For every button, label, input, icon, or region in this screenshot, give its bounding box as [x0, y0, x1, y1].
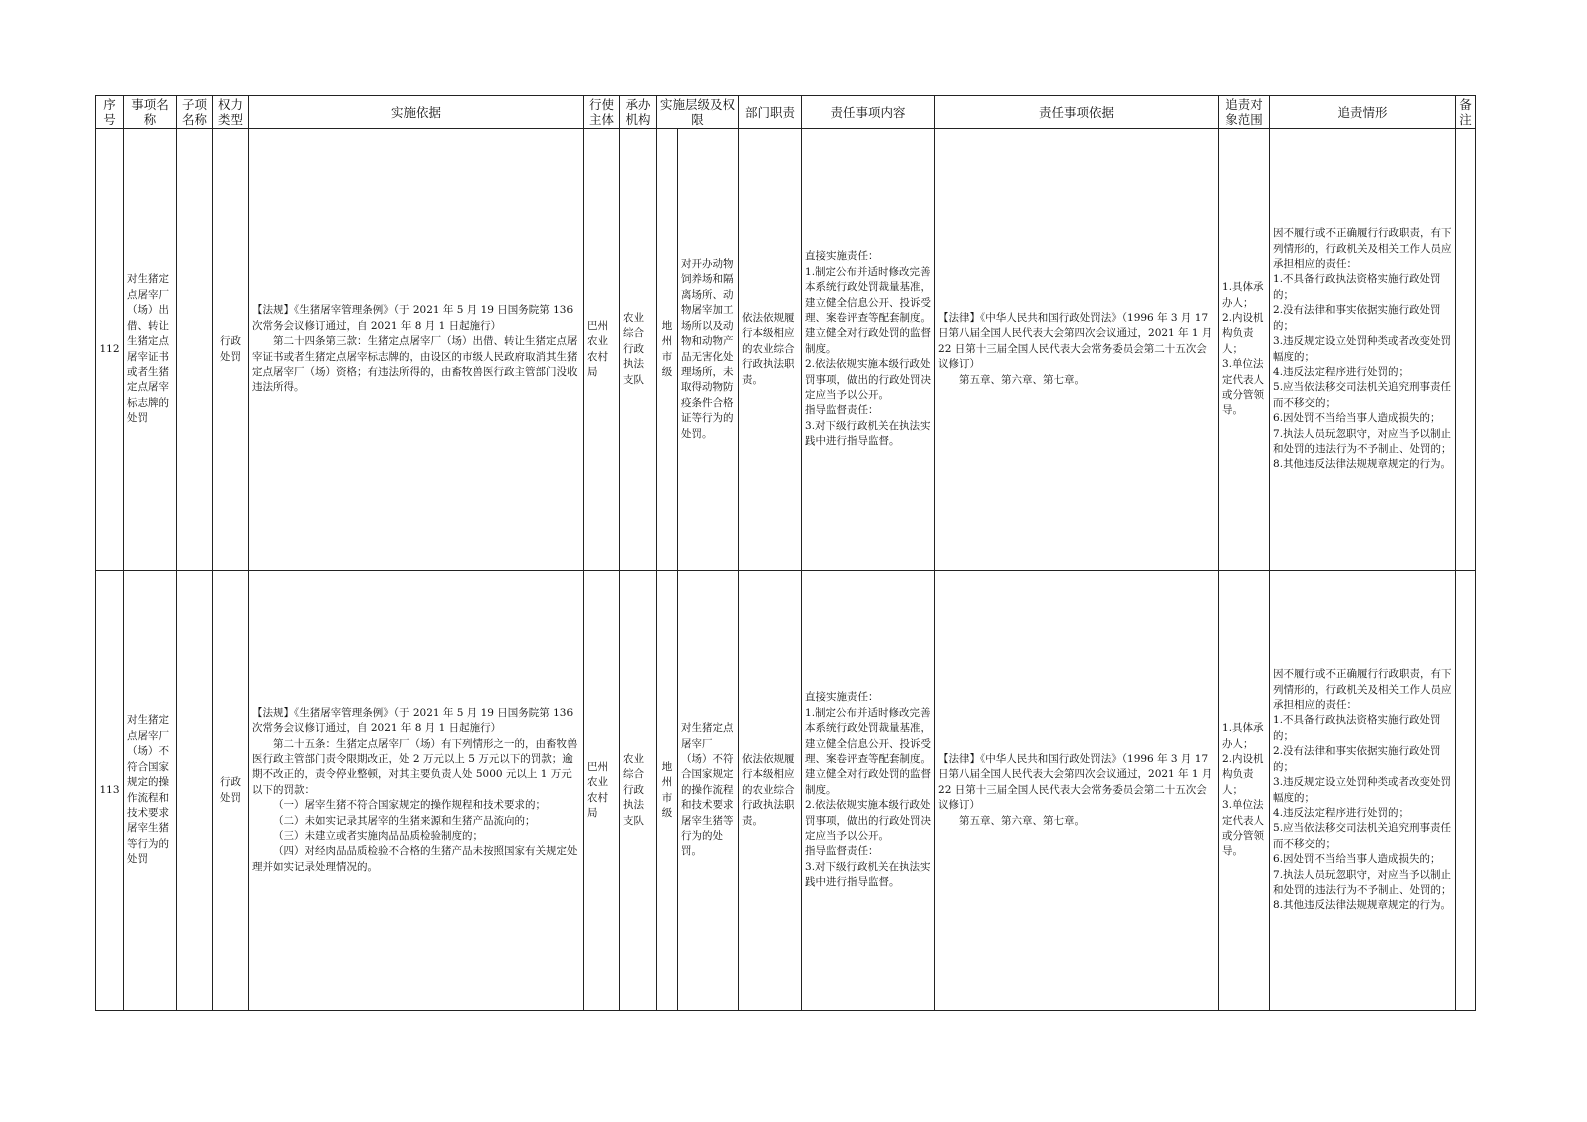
header-remark: 备注 [1456, 96, 1476, 129]
cell-subject: 巴州农业农村局 [584, 129, 620, 571]
cell-item-name: 对生猪定点屠宰厂（场）不符合国家规定的操作流程和技术要求屠宰生猪等行为的处罚 [124, 571, 177, 1011]
header-duty: 部门职责 [739, 96, 802, 129]
cell-resp-content: 直接实施责任： 1.制定公布并适时修改完善本系统行政处罚裁量基准，建立健全信息公开、投诉受理、案卷评查等配套制度。建立健全对行政处罚的监督制度。 2.依法依规实施本级行政处罚事项，做出的行政处罚决定应当予以公开。 指导监督责任： 3.对下级行政机关在执法实践中进行指导监督。 [802, 571, 935, 1011]
basis-body: 第二十四条第三款：生猪定点屠宰厂（场）出借、转让生猪定点屠宰证书或者生猪定点屠宰标志牌的，由设区的市级人民政府取消其生猪定点屠宰厂（场）资格；有违法所得的，由畜牧兽医行政主管部门没收违法所得。 [252, 335, 578, 394]
cell-seq: 112 [96, 129, 124, 571]
header-power-type: 权力类型 [213, 96, 249, 129]
cell-subject: 巴州农业农村局 [584, 571, 620, 1011]
basis-item: （二）未如实记录其屠宰的生猪来源和生猪产品流向的； [273, 814, 536, 827]
cell-basis [249, 129, 584, 571]
cell-remark [1456, 571, 1476, 1011]
header-basis: 实施依据 [249, 96, 584, 129]
basis-body: 第二十五条：生猪定点屠宰厂（场）有下列情形之一的，由畜牧兽医行政主管部门责令限期改正，处 2 万元以上 5 万元以下的罚款；逾期不改正的，责令停业整顿，对其主要负责人处 5000 元以上 1 万元以下的罚款： [252, 737, 578, 796]
cell-level-tier: 地州市级 [657, 129, 678, 571]
cell-level-tier: 地州市级 [657, 571, 678, 1011]
header-resp-content: 责任事项内容 [802, 96, 935, 129]
cell-remark [1456, 129, 1476, 571]
cell-org: 农业综合行政执法支队 [620, 129, 657, 571]
cell-power-type: 行政处罚 [213, 129, 249, 571]
cell-level-scope: 对开办动物饲养场和隔离场所、动物屠宰加工场所以及动物和动物产品无害化处理场所，未取得动物防疫条件合格证等行为的处罚。 [678, 129, 739, 571]
cell-resp-basis [935, 129, 1219, 571]
cell-account-scope: 1.具体承办人； 2.内设机构负责人； 3.单位法定代表人或分管领导。 [1219, 571, 1270, 1011]
cell-seq: 113 [96, 571, 124, 1011]
cell-resp-content: 直接实施责任： 1.制定公布并适时修改完善本系统行政处罚裁量基准，建立健全信息公开、投诉受理、案卷评查等配套制度。建立健全对行政处罚的监督制度。 2.依法依规实施本级行政处罚事项，做出的行政处罚决定应当予以公开。 指导监督责任： 3.对下级行政机关在执法实践中进行指导监督。 [802, 129, 935, 571]
header-org: 承办机构 [620, 96, 657, 129]
header-level: 实施层级及权限 [657, 96, 739, 129]
resp-basis-head: 【法律】《中华人民共和国行政处罚法》（1996 年 3 月 17 日第八届全国人民代表大会第四次会议通过，2021 年 1 月 22 日第十三届全国人民代表大会常务委员会第二十五次会议修订） [938, 752, 1213, 812]
table-header-row [96, 96, 1476, 129]
resp-basis-tail: 第五章、第六章、第七章。 [959, 373, 1086, 386]
cell-resp-basis [935, 571, 1219, 1011]
basis-item: （四）对经肉品品质检验不合格的生猪产品未按照国家有关规定处理并如实记录处理情况的。 [252, 845, 578, 873]
cell-duty: 依法依规履行本级相应的农业综合行政执法职责。 [739, 571, 802, 1011]
cell-account-scope: 1.具体承办人； 2.内设机构负责人； 3.单位法定代表人或分管领导。 [1219, 129, 1270, 571]
cell-power-type: 行政处罚 [213, 571, 249, 1011]
cell-sub-item [177, 571, 213, 1011]
resp-basis-head: 【法律】《中华人民共和国行政处罚法》（1996 年 3 月 17 日第八届全国人民代表大会第四次会议通过，2021 年 1 月 22 日第十三届全国人民代表大会常务委员会第二十五次会议修订） [938, 311, 1213, 371]
cell-basis [249, 571, 584, 1011]
cell-org: 农业综合行政执法支队 [620, 571, 657, 1011]
cell-account-cases: 因不履行或不正确履行行政职责，有下列情形的，行政机关及相关工作人员应承担相应的责任： 1.不具备行政执法资格实施行政处罚的； 2.没有法律和事实依据实施行政处罚的； 3.违反规定设立处罚种类或者改变处罚幅度的； 4.违反法定程序进行处罚的； 5.应当依法移交司法机关追究刑事责任而不移交的； 6.因处罚不当给当事人造成损失的； 7.执法人员玩忽职守，对应当予以制止和处罚的违法行为不予制止、处罚的； 8.其他违反法律法规规章规定的行为。 [1270, 129, 1456, 571]
cell-level-scope: 对生猪定点屠宰厂（场）不符合国家规定的操作流程和技术要求屠宰生猪等行为的处罚。 [678, 571, 739, 1011]
power-list-table [95, 95, 1476, 1011]
cell-duty: 依法依规履行本级相应的农业综合行政执法职责。 [739, 129, 802, 571]
table-row [96, 129, 1476, 571]
basis-item: （三）未建立或者实施肉品品质检验制度的； [273, 830, 483, 843]
header-seq: 序号 [96, 96, 124, 129]
header-sub-item: 子项名称 [177, 96, 213, 129]
header-item-name: 事项名称 [124, 96, 177, 129]
basis-head: 【法规】《生猪屠宰管理条例》（于 2021 年 5 月 19 日国务院第 136 次常务会议修订通过，自 2021 年 8 月 1 日起施行） [252, 304, 574, 332]
cell-item-name: 对生猪定点屠宰厂（场）出借、转让生猪定点屠宰证书或者生猪定点屠宰标志牌的处罚 [124, 129, 177, 571]
resp-basis-tail: 第五章、第六章、第七章。 [959, 814, 1086, 827]
cell-account-cases: 因不履行或不正确履行行政职责，有下列情形的，行政机关及相关工作人员应承担相应的责任： 1.不具备行政执法资格实施行政处罚的； 2.没有法律和事实依据实施行政处罚的； 3.违反规定设立处罚种类或者改变处罚幅度的； 4.违反法定程序进行处罚的； 5.应当依法移交司法机关追究刑事责任而不移交的； 6.因处罚不当给当事人造成损失的； 7.执法人员玩忽职守，对应当予以制止和处罚的违法行为不予制止、处罚的； 8.其他违反法律法规规章规定的行为。 [1270, 571, 1456, 1011]
basis-item: （一）屠宰生猪不符合国家规定的操作规程和技术要求的； [273, 799, 546, 812]
header-resp-basis: 责任事项依据 [935, 96, 1219, 129]
header-subject: 行使主体 [584, 96, 620, 129]
table-row [96, 571, 1476, 1011]
cell-sub-item [177, 129, 213, 571]
header-account-cases: 追责情形 [1270, 96, 1456, 129]
header-account-scope: 追责对象范围 [1219, 96, 1270, 129]
basis-head: 【法规】《生猪屠宰管理条例》（于 2021 年 5 月 19 日国务院第 136 次常务会议修订通过，自 2021 年 8 月 1 日起施行） [252, 706, 574, 735]
